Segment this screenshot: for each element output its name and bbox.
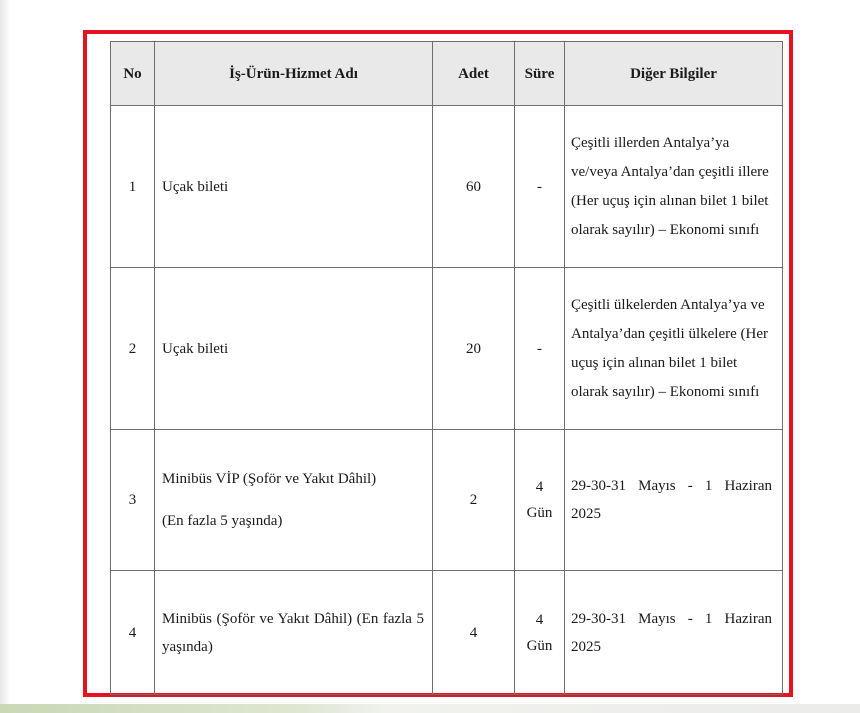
table-row (111, 571, 783, 695)
row-sure-unit: Gün (526, 505, 553, 521)
header-name: İş-Ürün-Hizmet Adı (155, 42, 433, 106)
bottom-edge-strip (0, 704, 860, 713)
row-adet: 20 (433, 268, 515, 430)
row-diger: Çeşitli ülkelerden Antalya’ya ve Antalya’dan çeşitli ülkelere (Her uçuş için alınan bilet 1 bilet olarak sayılır) – Ekonomi sınıfı (565, 268, 783, 430)
table-row (111, 268, 783, 430)
table-header-row (111, 42, 783, 106)
row-name: Uçak bileti (155, 268, 433, 430)
header-adet: Adet (433, 42, 515, 106)
row-adet: 60 (433, 106, 515, 268)
table-row (111, 430, 783, 571)
row-diger: Çeşitli illerden Antalya’ya ve/veya Antalya’dan çeşitli illere (Her uçuş için alınan bilet 1 bilet olarak sayılır) – Ekonomi sınıfı (565, 106, 783, 268)
header-no: No (111, 42, 155, 106)
row-no: 1 (111, 106, 155, 268)
row-diger: 29-30-31 Mayıs - 1 Haziran 2025 (565, 430, 783, 571)
row-name-line2: (En fazla 5 yaşında) (162, 513, 283, 529)
row-adet: 2 (433, 430, 515, 571)
left-page-shadow (0, 0, 10, 713)
row-no: 4 (111, 571, 155, 695)
header-diger: Diğer Bilgiler (565, 42, 783, 106)
row-diger: 29-30-31 Mayıs - 1 Haziran 2025 (565, 571, 783, 695)
row-sure-cell (515, 571, 565, 695)
row-sure-value: 4 (535, 611, 544, 628)
row-name-line1: Minibüs VİP (Şoför ve Yakıt Dâhil) (162, 471, 377, 487)
row-name: Uçak bileti (155, 106, 433, 268)
row-name: Minibüs (Şoför ve Yakıt Dâhil) (En fazla 5 yaşında) (155, 571, 433, 695)
row-adet: 4 (433, 571, 515, 695)
header-sure: Süre (515, 42, 565, 106)
row-no: 2 (111, 268, 155, 430)
row-sure-unit: Gün (526, 637, 553, 654)
line-gap (162, 493, 424, 507)
highlight-frame (83, 30, 793, 697)
row-sure: - (515, 268, 565, 430)
row-no: 3 (111, 430, 155, 571)
table-row (111, 106, 783, 268)
row-name-cell (155, 430, 433, 571)
row-sure: - (515, 106, 565, 268)
procurement-table (110, 41, 783, 695)
row-sure-value: 4 (535, 479, 544, 495)
row-sure-cell (515, 430, 565, 571)
